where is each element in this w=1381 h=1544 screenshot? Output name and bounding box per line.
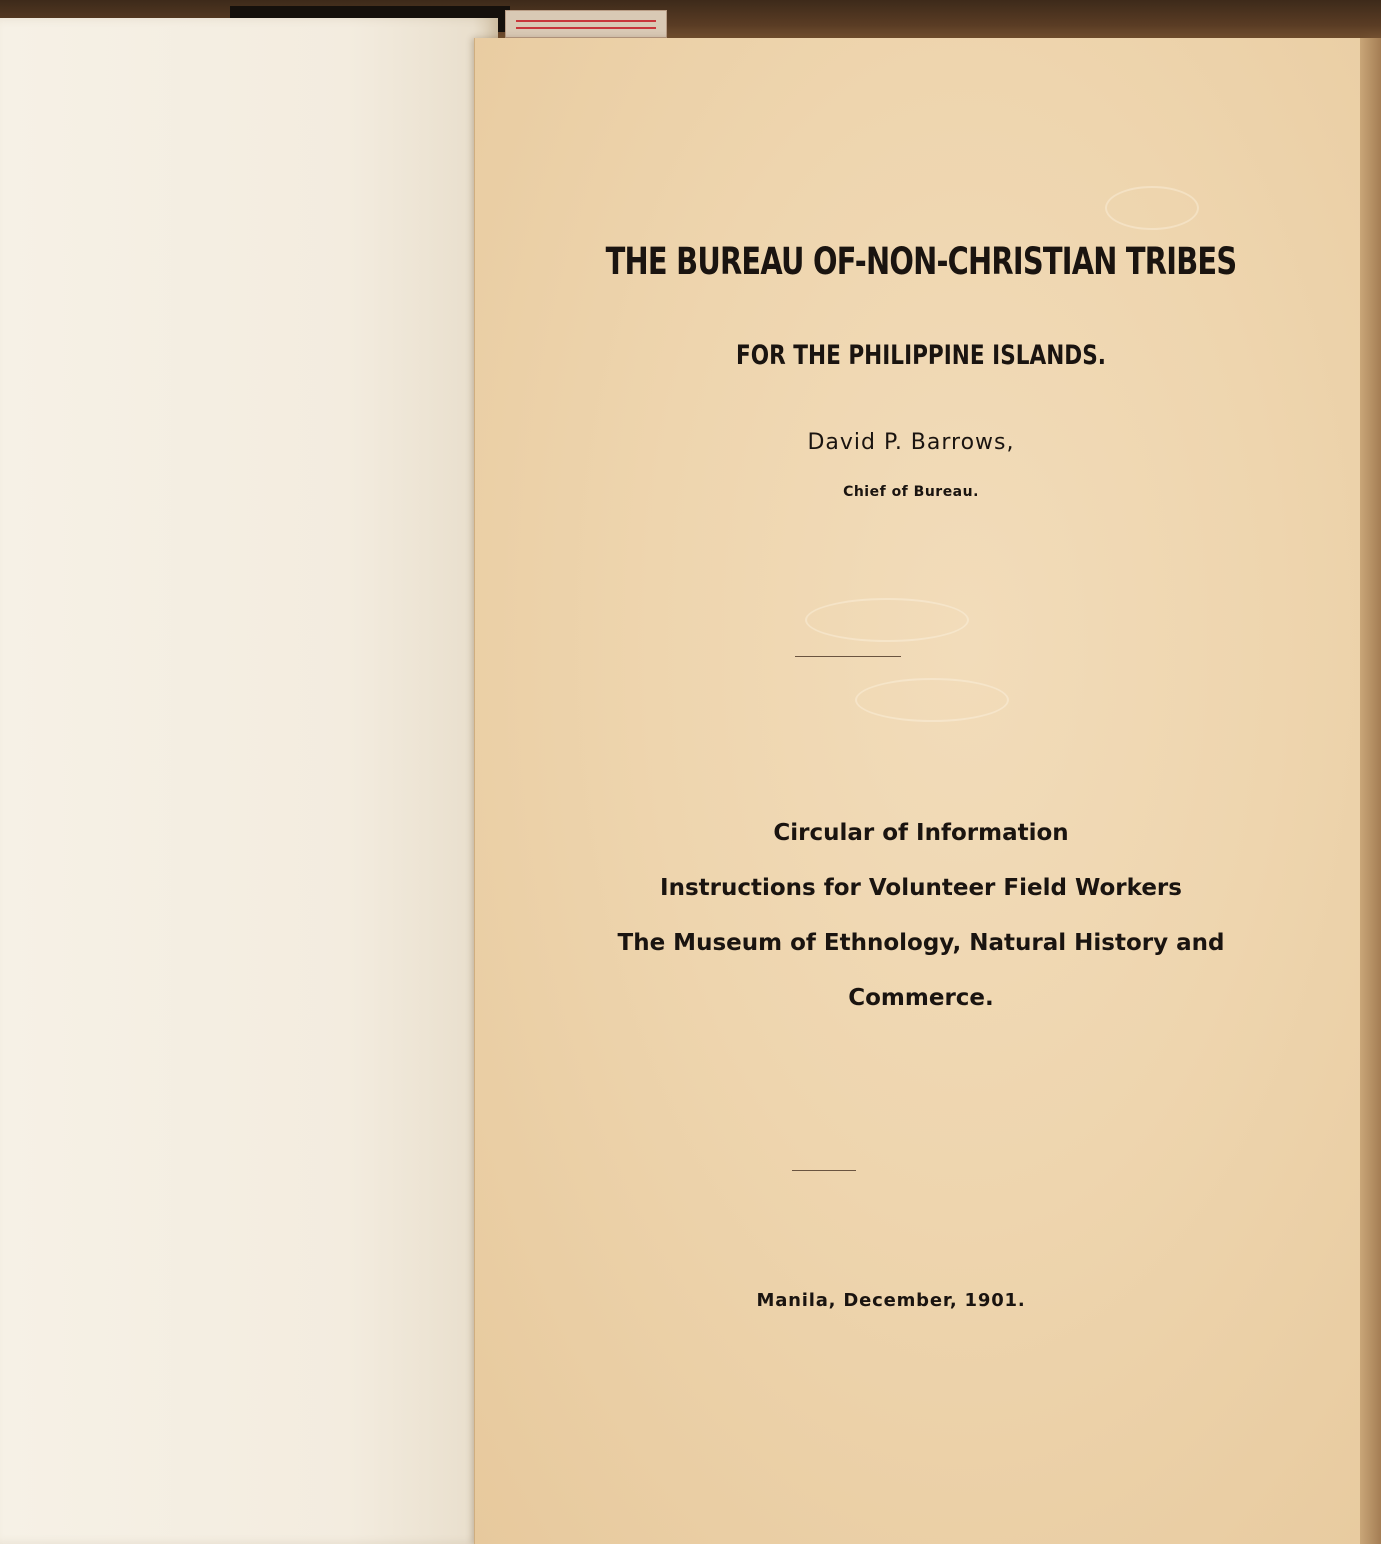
author-role: Chief of Bureau. <box>843 484 979 500</box>
book-right-edge <box>1360 38 1381 1544</box>
page-title: THE BUREAU OF-NON-CHRISTIAN TRIBES <box>605 240 1237 283</box>
contents-item: The Museum of Ethnology, Natural History and <box>617 930 1225 956</box>
blind-stamp-mark <box>855 678 1009 722</box>
page-subtitle: FOR THE PHILIPPINE ISLANDS. <box>736 340 1106 371</box>
divider-rule <box>792 1170 856 1171</box>
label-red-line <box>516 20 656 22</box>
contents-item: Commerce. <box>848 985 994 1011</box>
divider-rule <box>795 656 901 657</box>
label-red-line <box>516 27 656 29</box>
contents-item: Circular of Information <box>773 820 1069 846</box>
contents-item: Instructions for Volunteer Field Workers <box>660 875 1182 901</box>
contents-list <box>475 806 1367 1026</box>
blind-stamp-mark <box>805 598 969 642</box>
library-label-tag <box>505 10 667 38</box>
imprint-place-date: Manila, December, 1901. <box>756 1290 1026 1311</box>
blank-endpaper <box>0 18 498 1544</box>
title-page <box>474 38 1367 1544</box>
author-name: David P. Barrows, <box>807 430 1015 455</box>
blind-stamp-mark <box>1105 186 1199 230</box>
